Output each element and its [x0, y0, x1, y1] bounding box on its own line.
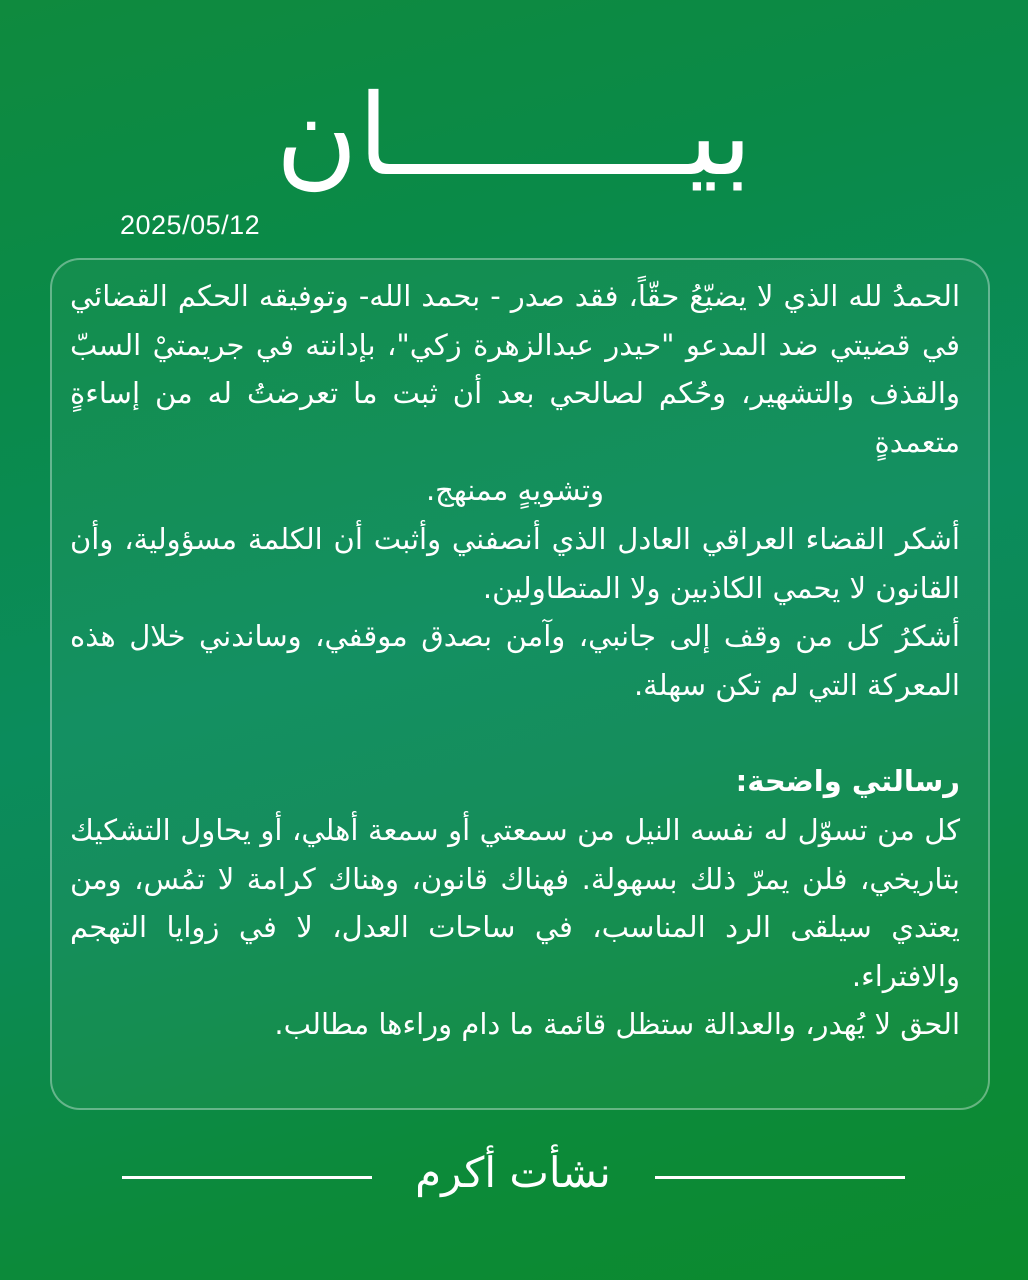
paragraph-verdict-end: وتشويهٍ ممنهج.	[425, 473, 605, 508]
statement-body	[70, 272, 960, 1049]
statement-date: 2025/05/12	[120, 210, 261, 240]
signature-line-right	[655, 1176, 905, 1179]
page-title: بيـــــــــان	[275, 71, 753, 201]
paragraph-thanks-judiciary: أشكر القضاء العراقي العادل الذي أنصفني وأثبت أن الكلمة مسؤولية، وأن القانون لا يحمي الكاذبين ولا المتطاولين.	[70, 521, 960, 605]
paragraph-verdict: الحمدُ لله الذي لا يضيّعُ حقّاً، فقد صدر - بحمد الله- وتوفيقه الحكم القضائي في قضيتي ضد المدعو "حيدر عبدالزهرة زكي"، بإدانته في جريمتيْ السبّ والقذف والتشهير، وحُكم لصالحي بعد أن ثبت ما تعرضتُ له من إساءةٍ متعمدةٍ	[70, 279, 960, 459]
paragraph-closing: الحق لا يُهدر، والعدالة ستظل قائمة ما دام وراءها مطالب.	[274, 1007, 960, 1042]
paragraph-thanks-supporters: أشكرُ كل من وقف إلى جانبي، وآمن بصدق موقفي، وساندني خلال هذه المعركة التي لم تكن سهلة.	[70, 619, 960, 702]
paragraph-spacer	[70, 709, 960, 757]
signature-line-left	[122, 1176, 372, 1179]
paragraph-message: كل من تسوّل له نفسه النيل من سمعتي أو سمعة أهلي، أو يحاول التشكيك بتاريخي، فلن يمرّ ذلك بسهولة. فهناك قانون، وهناك كرامة لا تمُس، ومن يعتدي سيلقى الرد المناسب، في ساحات العدل، لا في زوايا التهجم والافتراء.	[70, 812, 960, 993]
signature-block	[0, 1143, 1028, 1203]
signature-name: نشأت أكرم	[415, 1148, 611, 1197]
message-heading: رسالتي واضحة:	[735, 764, 960, 799]
